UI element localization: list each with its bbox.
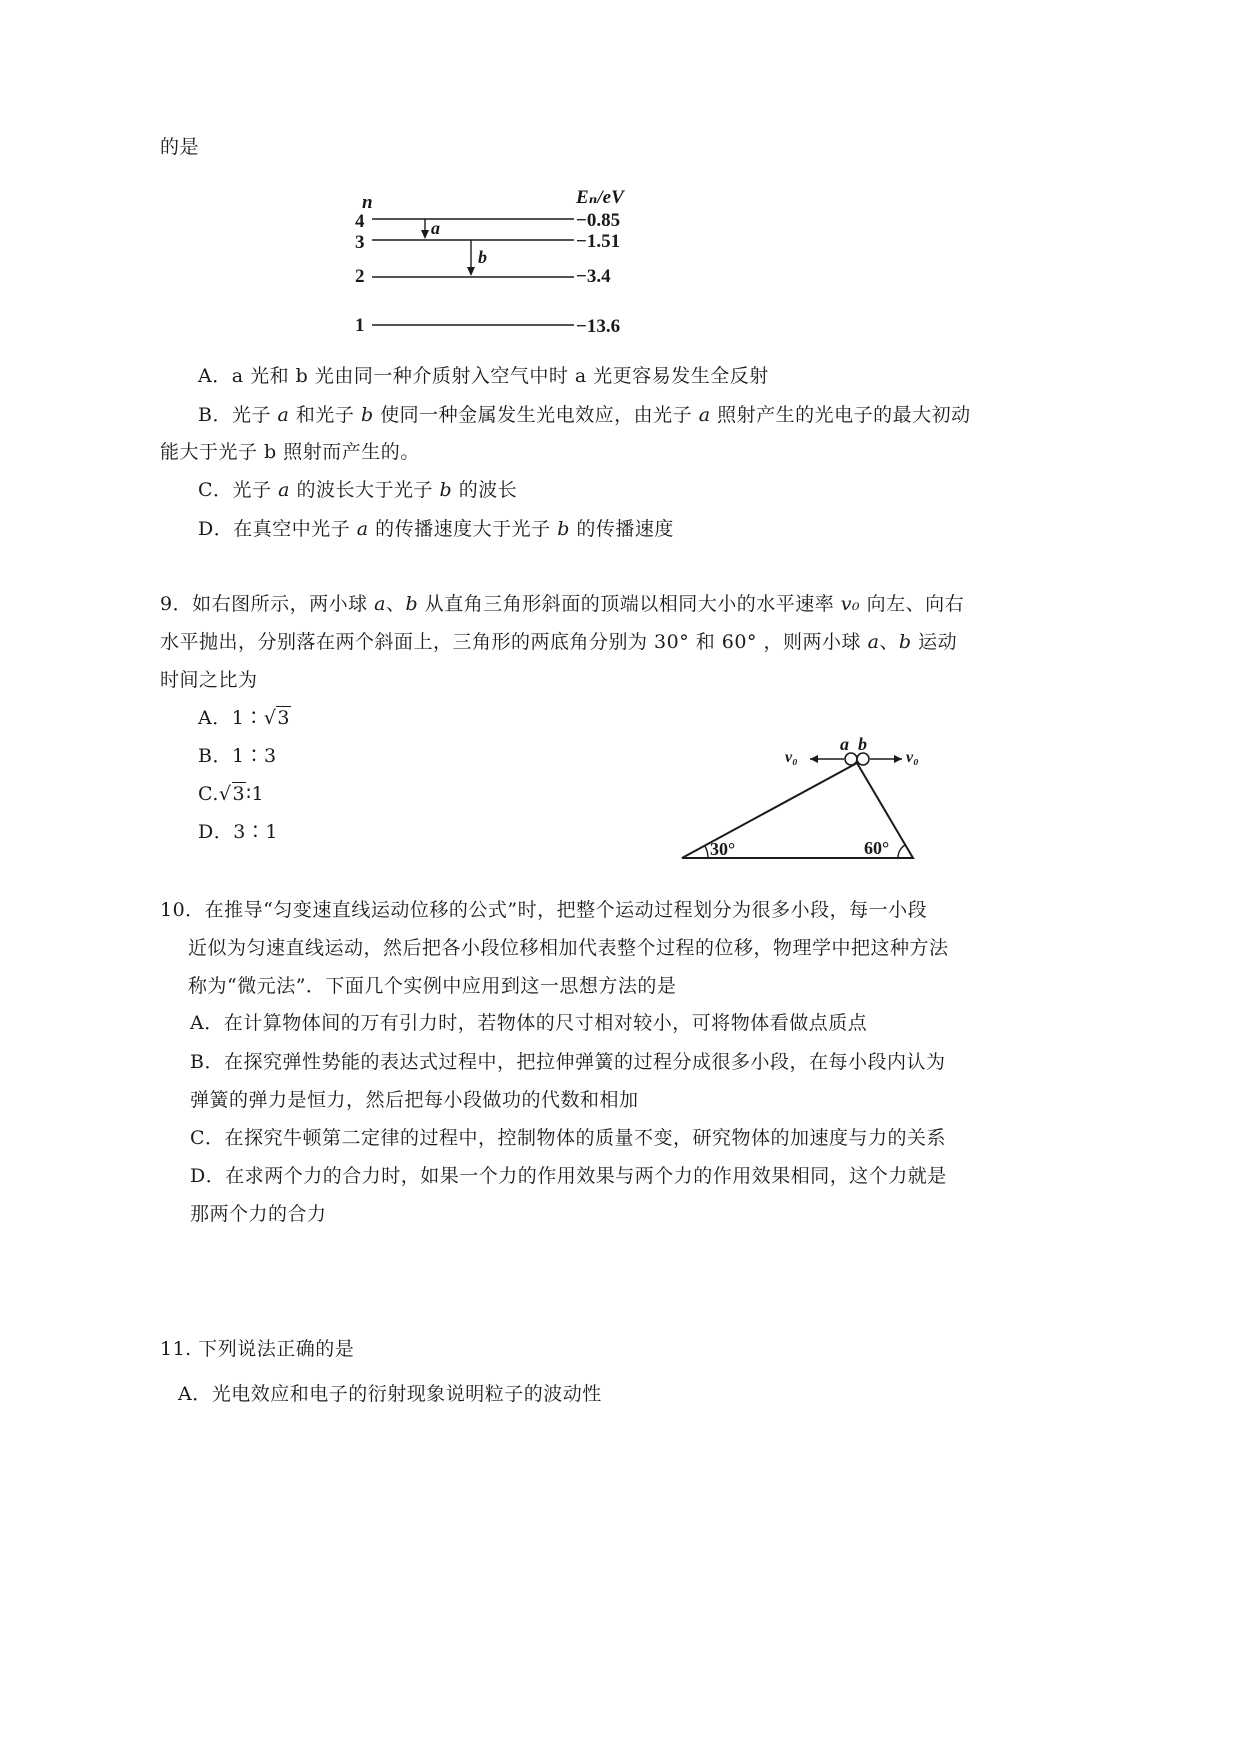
q9-stem-line1: 9．如右图所示，两小球 a、b 从直角三角形斜面的顶端以相同大小的水平速率 v₀ 向左、向右 [160, 593, 965, 615]
level-3-n: 3 [355, 232, 365, 253]
transition-a-arrowhead [421, 230, 429, 239]
ball-a [845, 753, 857, 765]
level-4-n: 4 [355, 211, 365, 232]
q10-option-b-line1: B．在探究弹性势能的表达式过程中，把拉伸弹簧的过程分成很多小段，在每小段内认为 [190, 1051, 946, 1073]
q9-option-a: A．1∶√3 [198, 707, 291, 729]
q9-stem-line3: 时间之比为 [160, 669, 258, 691]
q10-option-b-line2: 弹簧的弹力是恒力，然后把每小段做功的代数和相加 [190, 1089, 639, 1111]
q8-option-c: C．光子 a 的波长大于光子 b 的波长 [198, 479, 518, 501]
q10-stem-line2: 近似为匀速直线运动，然后把各小段位移相加代表整个过程的位移，物理学中把这种方法 [188, 937, 949, 959]
q10-option-d-line1: D．在求两个力的合力时，如果一个力的作用效果与两个力的作用效果相同，这个力就是 [190, 1165, 947, 1187]
q9-option-b: B．1∶3 [198, 745, 277, 767]
level-2-n: 2 [355, 266, 365, 287]
q8-option-b-line2: 能大于光子 b 照射而产生的。 [160, 441, 420, 463]
velocity-right-arrowhead [894, 755, 902, 763]
incline-triangle-figure [670, 728, 940, 868]
angle-30-arc [705, 846, 708, 858]
q10-option-a: A．在计算物体间的万有引力时，若物体的尺寸相对较小，可将物体看做点质点 [190, 1012, 868, 1034]
q10-stem-line3: 称为“微元法”．下面几个实例中应用到这一思想方法的是 [188, 975, 677, 997]
transition-b-arrowhead [467, 267, 475, 276]
transition-a-label: a [431, 218, 440, 238]
q8-stem-end: 的是 [160, 136, 200, 158]
q10-option-d-line2: 那两个力的合力 [190, 1203, 327, 1225]
level-3-energy: −1.51 [576, 231, 621, 252]
level-4-energy: −0.85 [576, 210, 621, 231]
q11-option-a: A．光电效应和电子的衍射现象说明粒子的波动性 [178, 1383, 602, 1405]
angle-30-label: 30° [710, 839, 736, 859]
velocity-right-label: v₀ [906, 749, 919, 766]
energy-axis-header: Eₙ/eV [576, 187, 624, 208]
q11-stem: 11. 下列说法正确的是 [160, 1338, 355, 1360]
energy-level-diagram [340, 178, 660, 343]
q8-option-d: D．在真空中光子 a 的传播速度大于光子 b 的传播速度 [198, 518, 674, 540]
level-1-n: 1 [355, 315, 365, 336]
ball-b-label: b [858, 734, 867, 754]
transition-b-label: b [478, 247, 487, 267]
q8-option-b-line1: B．光子 a 和光子 b 使同一种金属发生光电效应，由光子 a 照射产生的光电子的最大初动 [198, 404, 971, 426]
q10-stem-line1: 10．在推导“匀变速直线运动位移的公式”时，把整个运动过程划分为很多小段，每一小段 [160, 899, 928, 921]
velocity-left-label: v₀ [785, 749, 798, 766]
velocity-left-arrowhead [810, 755, 818, 763]
level-1-energy: −13.6 [576, 316, 621, 337]
q9-option-c: C.√3∶1 [198, 783, 265, 805]
angle-60-arc [898, 845, 905, 858]
q10-option-c: C．在探究牛顿第二定律的过程中，控制物体的质量不变，研究物体的加速度与力的关系 [190, 1127, 947, 1149]
angle-60-label: 60° [864, 838, 890, 858]
q9-stem-line2: 水平抛出，分别落在两个斜面上，三角形的两底角分别为 30° 和 60° ，则两小球 a、b 运动 [160, 631, 958, 653]
level-2-energy: −3.4 [576, 266, 611, 287]
q8-option-a: A．a 光和 b 光由同一种介质射入空气中时 a 光更容易发生全反射 [198, 365, 769, 387]
n-axis-header: n [362, 192, 373, 213]
q9-option-d: D．3∶1 [198, 821, 278, 843]
ball-b [857, 753, 869, 765]
ball-a-label: a [840, 734, 849, 754]
